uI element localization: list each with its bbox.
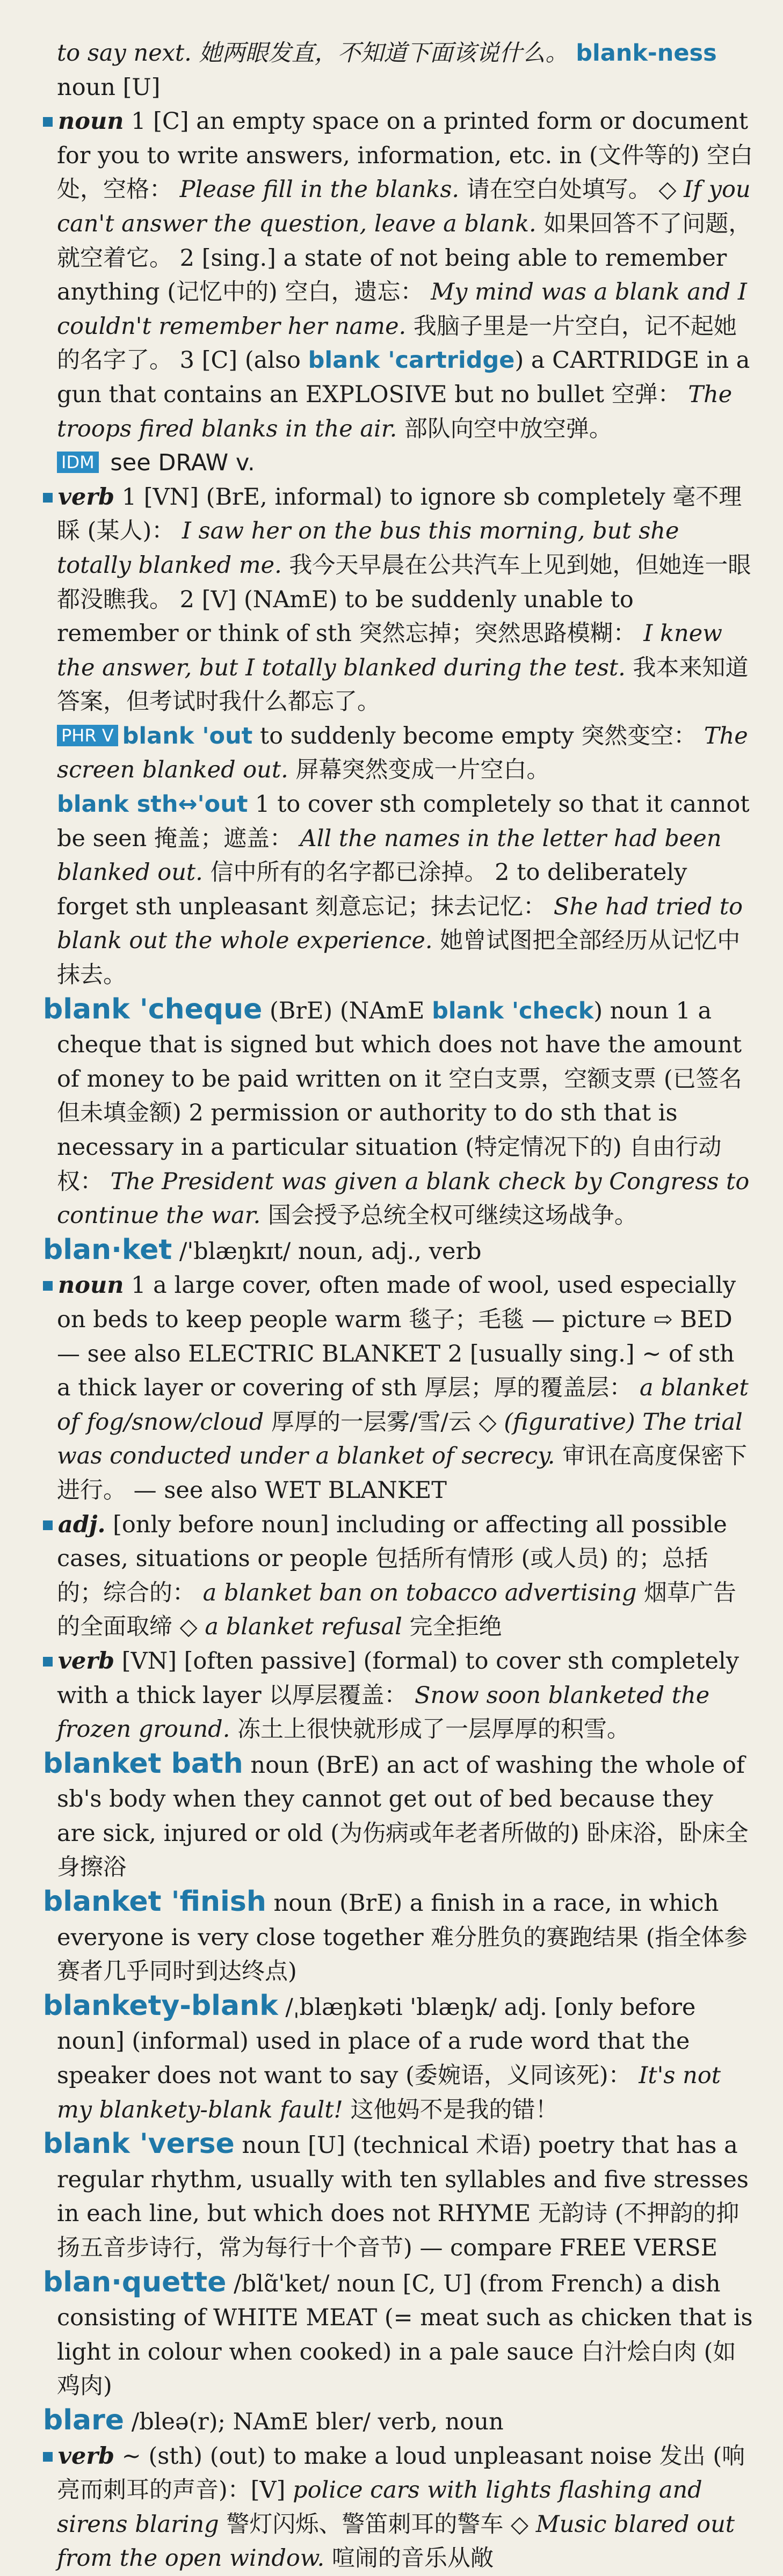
headword: blank 'cheque bbox=[43, 993, 263, 1025]
definition-text: 我脑子里是一片空白，记不起她的名字了。 3 [C] (also bbox=[57, 312, 737, 374]
headword: blare bbox=[43, 2404, 125, 2436]
phrasal-verb-block bbox=[57, 788, 754, 993]
pos-label: noun [U] bbox=[57, 74, 161, 101]
entry-blanket-bath bbox=[43, 1747, 754, 1885]
definition-text: [only before noun] including or affecting all possible cases, situations or people 包括所有情形 (或人员) 的；总括的；综合的： bbox=[57, 1511, 727, 1606]
definition-text: /blɑ̃'ket/ noun [C, U] (from French) a dish consisting of WHITE MEAT (= meat such as chicken that is light in colour when cooked) in a pale sauce 白汁烩白肉 (如鸡肉) bbox=[57, 2270, 753, 2400]
definition-text: 信中所有的名字都已涂掉。 2 to deliberately forget sth unpleasant 刻意忘记；抹去记忆： bbox=[57, 859, 687, 920]
square-bullet-icon bbox=[43, 493, 53, 503]
pronunciation: /bleə(r); NAmE bler/ verb, noun bbox=[124, 2408, 504, 2435]
adj-sense-block bbox=[57, 1508, 754, 1644]
headword: blanket bath bbox=[43, 1747, 243, 1780]
example-text: The screen blanked out. bbox=[57, 722, 748, 784]
translation-text: 她曾试图把全部经历从记忆中抹去。 bbox=[57, 927, 741, 989]
phrasal-verb-headword: blank 'out bbox=[122, 722, 253, 749]
pos-label: verb bbox=[58, 483, 115, 511]
headword: blan·quette bbox=[43, 2266, 227, 2298]
example-text: My mind was a blank and I couldn't remember her name. bbox=[57, 279, 747, 340]
definition-text: noun [U] (technical 术语) poetry that has a regular rhythm, usually with ten syllables and five stresses in each line, but which does not RHYME 无韵诗 (不押韵的抑扬五音步诗行，常为每行十个音节) — compare FREE VERSE bbox=[57, 2132, 749, 2261]
example-text: All the names in the letter had been blanked out. bbox=[57, 825, 722, 886]
entry-blank-verse bbox=[43, 2127, 754, 2265]
phrv-tag: PHR V bbox=[57, 725, 118, 746]
pos-label: noun bbox=[58, 1272, 124, 1299]
translation-text: 喧闹的音乐从敞 bbox=[324, 2545, 494, 2572]
example-text: a blanket of fog/snow/cloud bbox=[57, 1374, 749, 1436]
definition-text: 1 [VN] (BrE, informal) to ignore sb completely 毫不理睬 (某人)： bbox=[57, 483, 742, 545]
entry-blare bbox=[43, 2404, 754, 2440]
entry-blanket bbox=[43, 1233, 754, 1269]
definition-text: ) noun 1 a cheque that is signed but which does not have the amount of money to be paid written on it 空白支票，空额支票 (已签名但未填金额) 2 permission or authority to do sth that is necessary in a particular situation (特定情况下的) 自由行动权： bbox=[57, 997, 742, 1195]
pos-label: verb bbox=[58, 2442, 115, 2470]
definition-text: 1 a large cover, often made of wool, used especially on beds to keep people warm 毯子；毛毯 — picture ⇨ BED — see also ELECTRIC BLANKET 2 [usually sing.] ~ of sth a thick layer or covering of sth 厚层；厚的覆盖层： bbox=[57, 1272, 736, 1402]
definition-text: ) a CARTRIDGE in a gun that contains an EXPLOSIVE but no bullet 空弹： bbox=[57, 347, 750, 408]
example-text: a blanket refusal bbox=[205, 1613, 402, 1641]
example-text: She had tried to blank out the whole experience. bbox=[57, 893, 743, 955]
verb-sense-block bbox=[57, 2440, 754, 2576]
headword: blan·ket bbox=[43, 1233, 172, 1266]
example-text: The troops fired blanks in the air. bbox=[57, 381, 733, 442]
example-text: I knew the answer, but I totally blanked during the test. bbox=[57, 620, 722, 681]
cross-reference[interactable]: see DRAW v. bbox=[103, 449, 255, 477]
example-text: (figurative) The trial was conducted under a blanket of secrecy. bbox=[57, 1408, 743, 1470]
definition-text: ~ (sth) (out) to make a loud unpleasant noise 发出 (响亮而刺耳的声音)：[V] bbox=[57, 2442, 745, 2504]
translation-text: 屏幕突然变成一片空白。 bbox=[288, 756, 550, 784]
square-bullet-icon bbox=[43, 1281, 53, 1291]
square-bullet-icon bbox=[43, 117, 53, 127]
derivative-headword: blank-ness bbox=[576, 40, 717, 67]
example-text: a blanket ban on tobacco advertising bbox=[195, 1579, 637, 1606]
entry-blankety-blank bbox=[43, 1989, 754, 2127]
pos-label: verb bbox=[58, 1647, 115, 1675]
translation-text: 我本来知道答案，但考试时我什么都忘了。 bbox=[57, 654, 749, 716]
headword: blank 'verse bbox=[43, 2128, 235, 2160]
example-text: I saw her on the bus this morning, but she totally blanked me. bbox=[57, 518, 679, 579]
definition-text: noun (BrE) an act of washing the whole of sb's body when they cannot get out of bed because they are sick, injured or old (为伤病或年老者所做的) 卧床浴，卧床全身擦浴 bbox=[57, 1751, 749, 1881]
entry-blanquette bbox=[43, 2266, 754, 2404]
example-text: Music blared out from the open window. bbox=[57, 2510, 735, 2572]
idm-tag: IDM bbox=[57, 452, 99, 473]
entry-blank-cheque bbox=[43, 993, 754, 1233]
translation-text: 部队向空中放空弹。 bbox=[397, 415, 612, 442]
definition-text: /ˌblæŋkəti 'blæŋk/ adj. [only before noun] (informal) used in place of a rude word that the speaker does not want to say (委婉语，义同该死)： bbox=[57, 1993, 696, 2090]
variant-headword: blank 'check bbox=[432, 997, 594, 1024]
translation-text: 请在空白处填写。 ◇ bbox=[459, 176, 684, 203]
definition-text: 我今天早晨在公共汽车上见到她，但她连一眼都没瞧我。 2 [V] (NAmE) to be suddenly unable to remember or think of sth 突然忘掉；突然思路模糊： bbox=[57, 551, 751, 647]
definition-text: to suddenly become empty 突然变空： bbox=[252, 722, 697, 749]
noun-sense-block bbox=[57, 1269, 754, 1508]
square-bullet-icon bbox=[43, 2452, 53, 2462]
verb-sense-block bbox=[57, 481, 754, 719]
example-text: The President was given a blank check by Congress to continue the war. bbox=[57, 1168, 750, 1229]
definition-text: noun (BrE) a finish in a race, in which everyone is very close together 难分胜负的赛跑结果 (指全体参赛者几乎同时到达终点) bbox=[57, 1890, 748, 1985]
square-bullet-icon bbox=[43, 1520, 53, 1530]
square-bullet-icon bbox=[43, 1657, 53, 1667]
label-text: (BrE) (NAmE bbox=[262, 997, 432, 1024]
definition-text: 1 [C] an empty space on a printed form or document for you to write answers, information, etc. in (文件等的) 空白处，空格： bbox=[57, 108, 753, 203]
example-text: Snow soon blanketed the frozen ground. bbox=[57, 1682, 710, 1743]
definition-text: 如果回答不了问题，就空着它。 2 [sing.] a state of not being able to remember anything (记忆中的) 空白，遗忘： bbox=[57, 210, 752, 306]
translation-text: 国会授予总统全权可继续这场战争。 bbox=[260, 1202, 637, 1229]
example-text: Please fill in the blanks. bbox=[172, 176, 460, 203]
definition-text: [VN] [often passive] (formal) to cover sth completely with a thick layer 以厚层覆盖： bbox=[57, 1647, 740, 1709]
headword: blanket 'finish bbox=[43, 1886, 266, 1918]
headword: blankety-blank bbox=[43, 1989, 278, 2022]
example-text: If you can't answer the question, leave a blank. bbox=[57, 176, 751, 237]
pronunciation: /'blæŋkɪt/ noun, adj., verb bbox=[172, 1238, 482, 1265]
example-text: It's not my blankety-blank fault! bbox=[57, 2062, 721, 2123]
translation-text: 这他妈不是我的错！ bbox=[343, 2096, 559, 2123]
translation-text: 烟草广告的全面取缔 ◇ bbox=[57, 1579, 737, 1641]
translation-text: 警灯闪烁、警笛刺耳的警车 ◇ bbox=[219, 2510, 536, 2538]
continuation-line bbox=[57, 37, 754, 105]
translation-text: 审讯在高度保密下进行。 — see also WET BLANKET bbox=[57, 1443, 748, 1504]
translation-text: 冻土上很快就形成了一层厚厚的积雪。 bbox=[230, 1716, 630, 1743]
verb-sense-block bbox=[57, 1644, 754, 1747]
pos-label: adj. bbox=[58, 1511, 106, 1538]
noun-sense-block bbox=[57, 105, 754, 446]
example-text: to say next. 她两眼发直，不知道下面该说什么。 bbox=[57, 40, 576, 67]
phrasal-verb-headword: blank sth↔'out bbox=[57, 791, 248, 818]
pos-label: noun bbox=[58, 108, 124, 135]
definition-text: 1 to cover sth completely so that it cannot be seen 掩盖；遮盖： bbox=[57, 791, 750, 852]
translation-text: 完全拒绝 bbox=[402, 1613, 502, 1641]
variant-headword: blank 'cartridge bbox=[308, 347, 515, 374]
entry-blanket-finish bbox=[43, 1885, 754, 1989]
example-text: police cars with lights flashing and sirens blaring bbox=[57, 2477, 702, 2538]
phrasal-verb-block bbox=[57, 719, 754, 788]
idiom-line bbox=[57, 446, 754, 481]
translation-text: 厚厚的一层雾/雪/云 ◇ bbox=[264, 1408, 504, 1436]
